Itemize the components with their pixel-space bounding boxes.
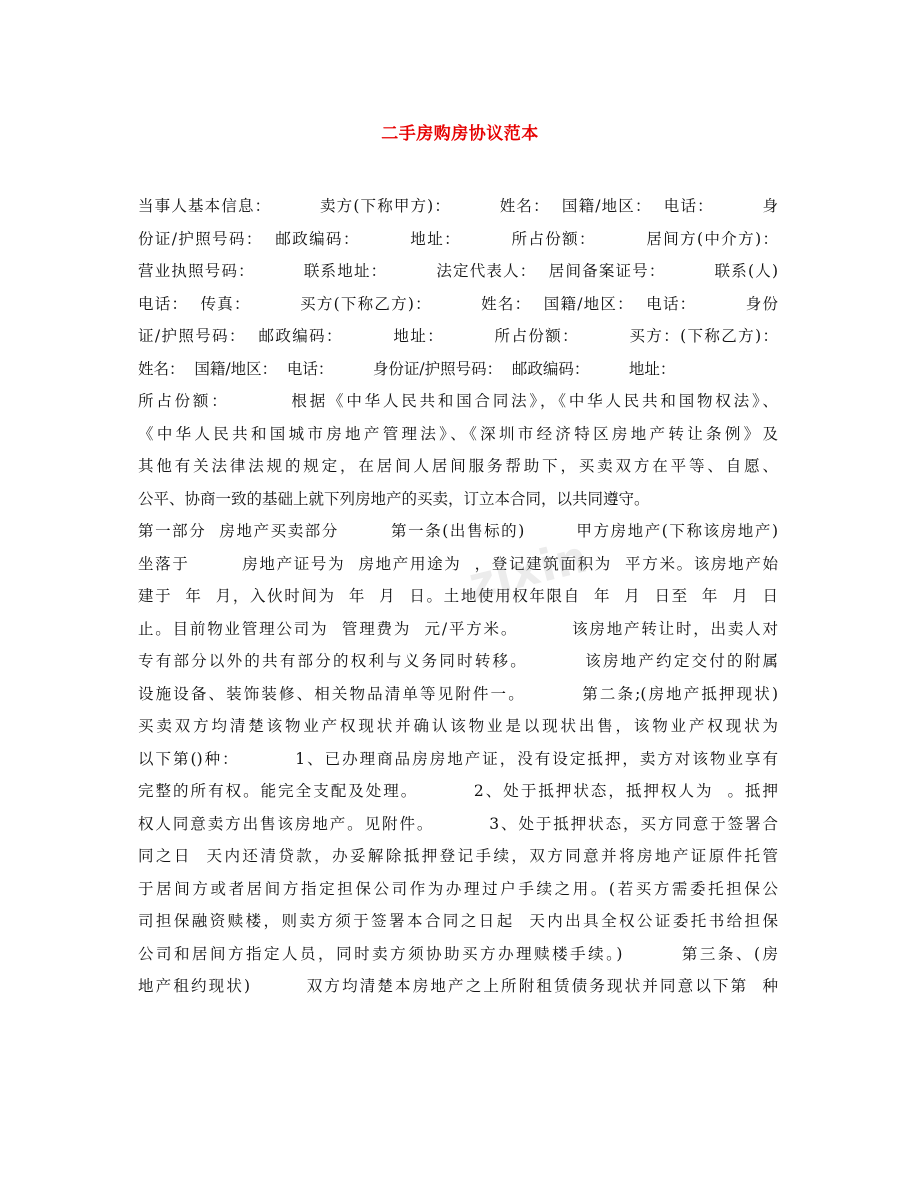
body-line: 司担保融资赎楼，则卖方须于签署本合同之日起 天内出具全权公证委托书给担保 (138, 912, 778, 930)
body-line: 当事人基本信息： 卖方(下称甲方)： 姓名： 国籍/地区： 电话： 身 (138, 197, 778, 215)
body-line: 止。目前物业管理公司为 管理费为 元/平方米。 该房地产转让时，出卖人对 (138, 619, 778, 638)
body-line: 电话： 传真： 买方(下称乙方)： 姓名： 国籍/地区： 电话： 身份 (138, 294, 778, 313)
body-line: 所占份额： 根据《中华人民共和国合同法》，《中华人民共和国物权法》、 (138, 392, 778, 410)
body-line: 公司和居间方指定人员，同时卖方须协助买方办理赎楼手续。) 第三条、(房 (138, 944, 778, 963)
body-line: 公平、协商一致的基础上就下列房地产的买卖，订立本合同，以共同遵守。 (138, 489, 650, 508)
body-line: 坐落于 房地产证号为 房地产用途为 ，登记建筑面积为 平方米。该房地产始 (138, 554, 778, 573)
document-body (138, 190, 778, 1003)
body-line: 证/护照号码： 邮政编码： 地址： 所占份额： 买方：(下称乙方)： (138, 327, 778, 345)
body-line: 姓名： 国籍/地区： 电话： 身份证/护照号码： 邮政编码： 地址： (138, 359, 676, 378)
body-line: 同之日 天内还清贷款，办妥解除抵押登记手续，双方同意并将房地产证原件托管 (138, 847, 778, 865)
body-line: 完整的所有权。能完全支配及处理。 2、处于抵押状态，抵押权人为 。抵押 (138, 782, 778, 800)
body-line: 买卖双方均清楚该物业产权现状并确认该物业是以现状出售，该物业产权现状为 (138, 717, 778, 735)
body-line: 份证/护照号码： 邮政编码： 地址： 所占份额： 居间方(中介方)： (138, 229, 778, 248)
body-line: 设施设备、装饰装修、相关物品清单等见附件一。 第二条;(房地产抵押现状) (138, 684, 778, 703)
body-line: 专有部分以外的共有部分的权利与义务同时转移。 该房地产约定交付的附属 (138, 652, 778, 670)
body-line: 第一部分 房地产买卖部分 第一条(出售标的) 甲方房地产(下称该房地产) (138, 522, 778, 540)
document-title: 二手房购房协议范本 (381, 124, 539, 144)
body-line: 于居间方或者居间方指定担保公司作为办理过户手续之用。(若买方需委托担保公 (138, 879, 778, 898)
body-line: 其他有关法律法规的规定，在居间人居间服务帮助下，买卖双方在平等、自愿、 (138, 457, 778, 475)
body-line: 《中华人民共和国城市房地产管理法》、《深圳市经济特区房地产转让条例》及 (138, 424, 778, 443)
body-line: 权人同意卖方出售该房地产。见附件。 3、处于抵押状态，买方同意于签署合 (138, 814, 778, 833)
body-line: 以下第()种： 1、已办理商品房房地产证，没有设定抵押，卖方对该物业享有 (138, 749, 778, 768)
body-line: 建于 年 月，入伙时间为 年 月 日。土地使用权年限自 年 月 日至 年 月 日 (138, 587, 778, 605)
body-line: 地产租约现状) 双方均清楚本房地产之上所附租赁债务现状并同意以下第 种 (138, 977, 778, 995)
body-line: 营业执照号码： 联系地址： 法定代表人： 居间备案证号： 联系(人) (138, 262, 778, 280)
watermark: zixin (463, 531, 594, 610)
